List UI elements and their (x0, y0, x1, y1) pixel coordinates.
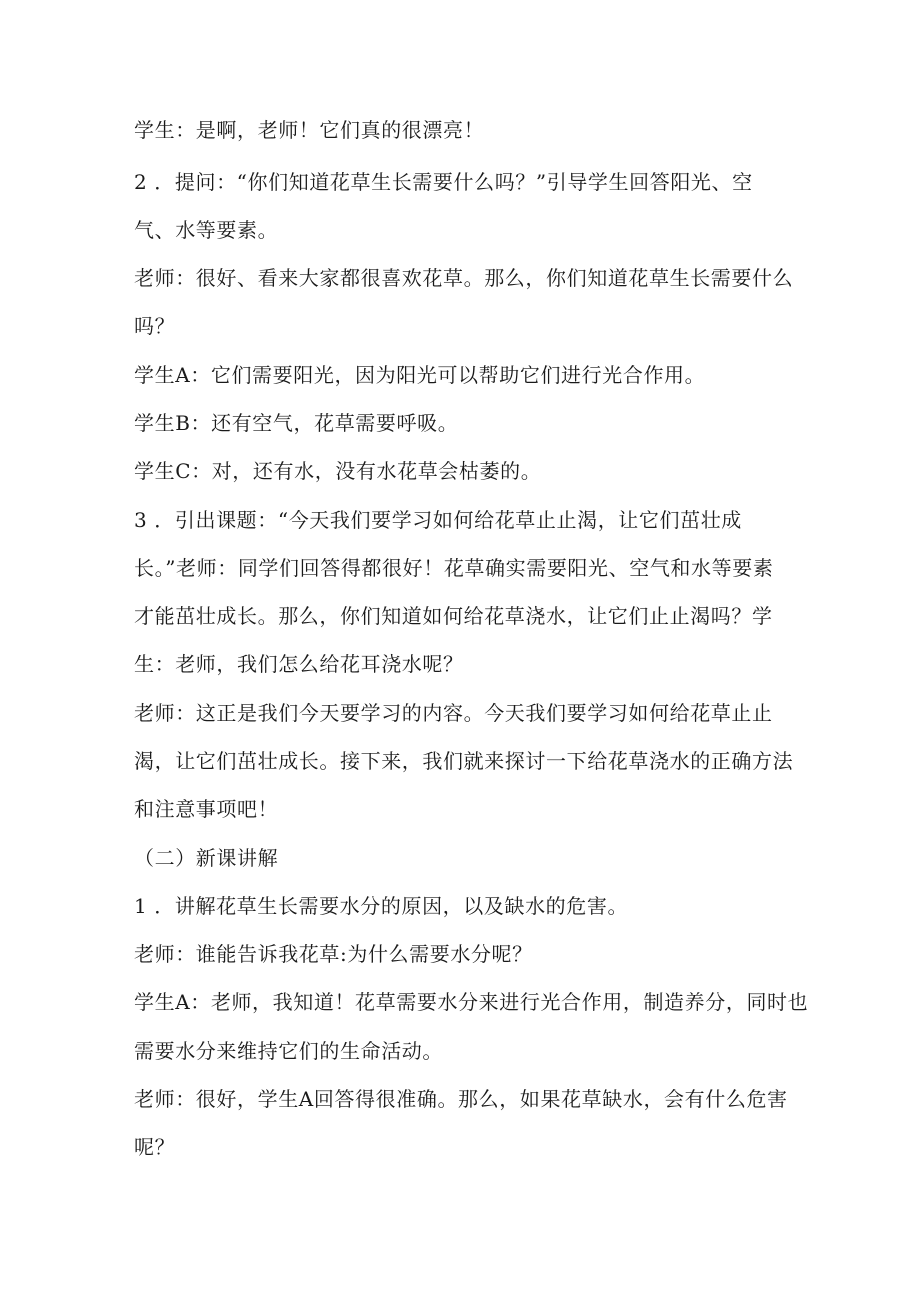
text-line: 3 ．引出课题：“今天我们要学习如何给花草止止渴，让它们茁壮成 (134, 508, 742, 532)
text-line: 生：老师，我们怎么给花耳浇水呢？ (134, 652, 464, 676)
text-line: 学生C：对，还有水，没有水花草会枯萎的。 (134, 459, 542, 483)
text-line: 2 ．提问：“你们知道花草生长需要什么吗？”引导学生回答阳光、空 (134, 170, 753, 194)
text-line: 吗？ (134, 314, 176, 338)
text-line: 需要水分来维持它们的生命活动。 (134, 1039, 443, 1063)
text-line: 学生A：它们需要阳光，因为阳光可以帮助它们进行光合作用。 (134, 363, 706, 387)
text-line: 学生B：还有空气，花草需要呼吸。 (134, 411, 459, 435)
text-line: 1 ．讲解花草生长需要水分的原因，以及缺水的危害。 (134, 894, 629, 918)
text-line: 老师：很好、看来大家都很喜欢花草。那么，你们知道花草生长需要什么 (134, 266, 794, 290)
text-line: 长。”老师：同学们回答得都很好！花草确实需要阳光、空气和水等要素 (134, 556, 774, 580)
text-line: 老师：这正是我们今天要学习的内容。今天我们要学习如何给花草止止 (134, 701, 773, 725)
text-line: 和注意事项吧！ (134, 797, 279, 821)
text-line: 气、水等要素。 (134, 218, 279, 242)
text-line: 老师：谁能告诉我花草:为什么需要水分呢？ (134, 942, 533, 966)
text-line: 老师：很好，学生A回答得很准确。那么，如果花草缺水，会有什么危害 (134, 1087, 788, 1111)
text-line: 学生：是啊，老师！它们真的很漂亮！ (134, 118, 485, 142)
text-line: 学生A：老师，我知道！花草需要水分来进行光合作用，制造养分，同时也 (134, 990, 809, 1014)
text-line: 呢？ (134, 1135, 176, 1159)
text-line: 渴，让它们茁壮成长。接下来，我们就来探讨一下给花草浇水的正确方法 (134, 749, 794, 773)
text-line: 才能茁壮成长。那么，你们知道如何给花草浇水，让它们止止渴吗？学 (134, 604, 773, 628)
section-heading: （二）新课讲解 (134, 846, 279, 870)
